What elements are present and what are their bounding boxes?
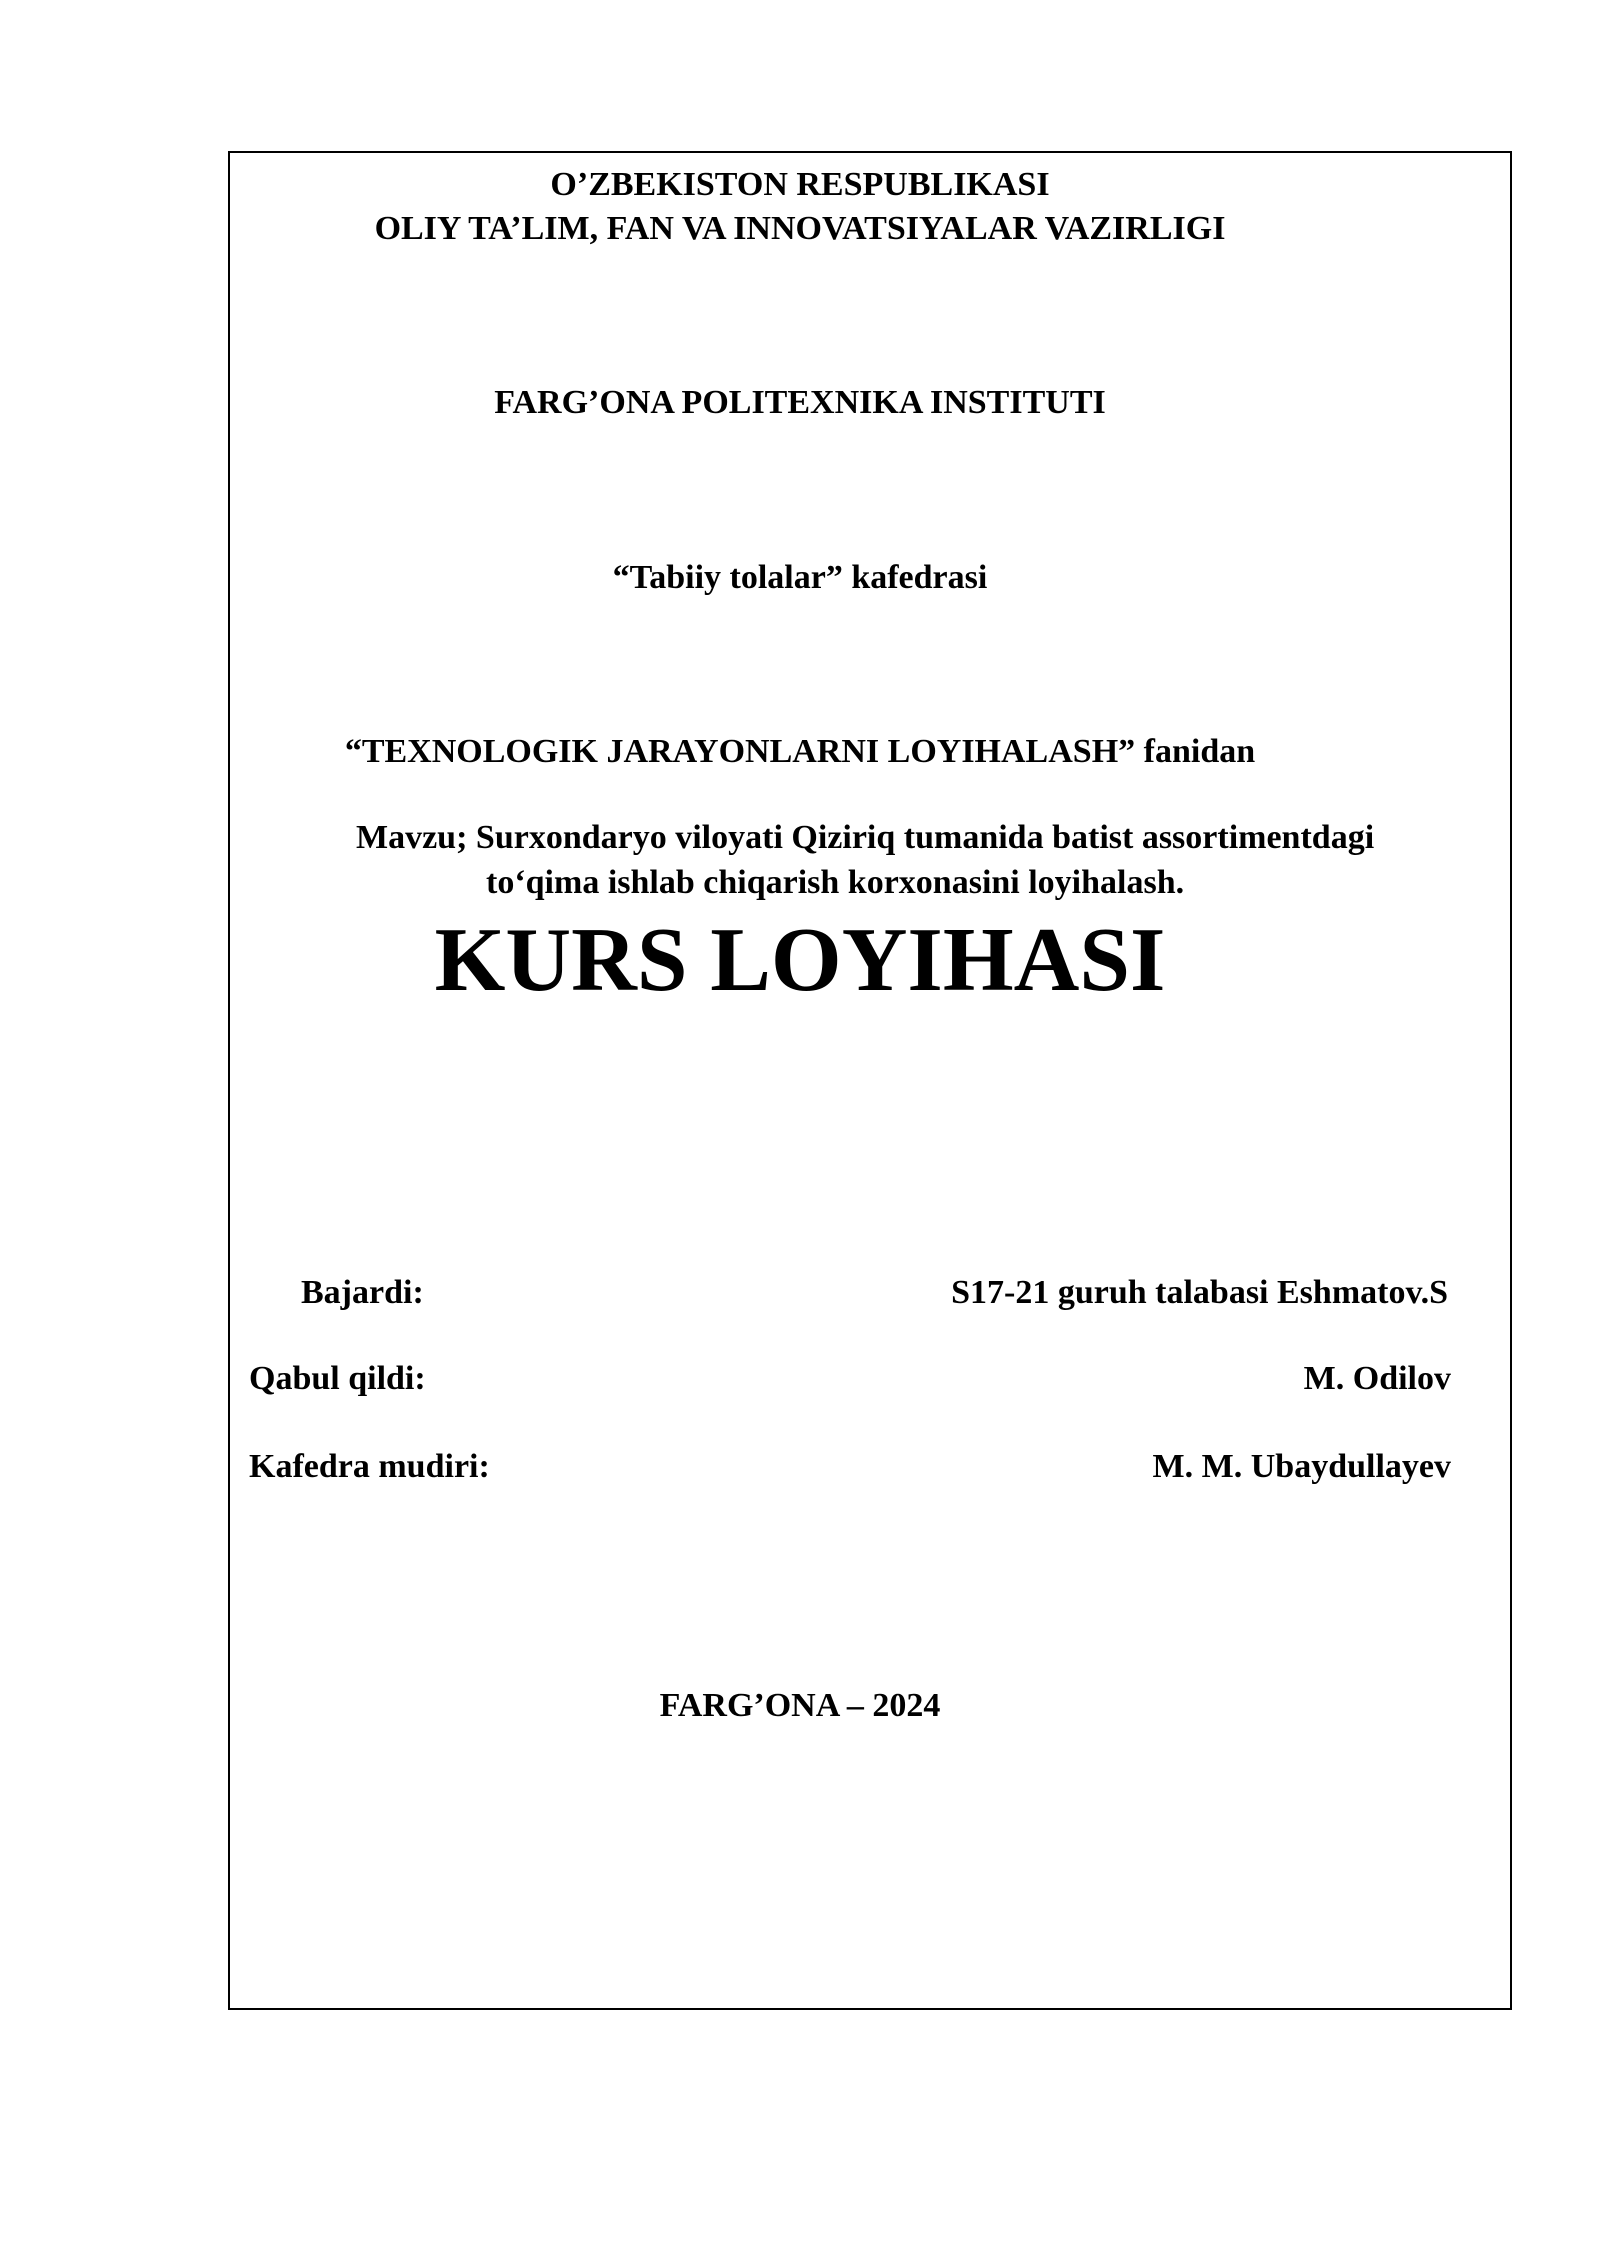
topic-line-1: Mavzu; Surxondaryo viloyati Qiziriq tumanida batist assortimentdagi <box>356 819 1375 856</box>
signature-role-performer: Bajardi: <box>301 1274 424 1311</box>
country-heading: O’ZBEKISTON RESPUBLIKASI <box>550 166 1050 203</box>
topic-line-2: to‘qima ishlab chiqarish korxonasini loyihalash. <box>486 864 1185 901</box>
signature-role-head: Kafedra mudiri: <box>249 1448 490 1485</box>
signature-name-head: M. M. Ubaydullayev <box>1152 1448 1451 1485</box>
institute-name: FARG’ONA POLITEXNIKA INSTITUTI <box>494 384 1106 421</box>
document-title: KURS LOYIHASI <box>434 909 1166 1010</box>
page-border-frame <box>228 151 1512 2010</box>
department-name: “Tabiiy tolalar” kafedrasi <box>612 559 988 596</box>
signature-name-receiver: M. Odilov <box>1303 1360 1451 1397</box>
place-and-year: FARG’ONA – 2024 <box>659 1687 941 1724</box>
subject-title: “TEXNOLOGIK JARAYONLARNI LOYIHALASH” fanidan <box>344 733 1256 770</box>
signature-name-performer: S17-21 guruh talabasi Eshmatov.S <box>951 1274 1448 1311</box>
signature-role-receiver: Qabul qildi: <box>249 1360 426 1397</box>
ministry-heading: OLIY TA’LIM, FAN VA INNOVATSIYALAR VAZIRLIGI <box>374 210 1226 247</box>
